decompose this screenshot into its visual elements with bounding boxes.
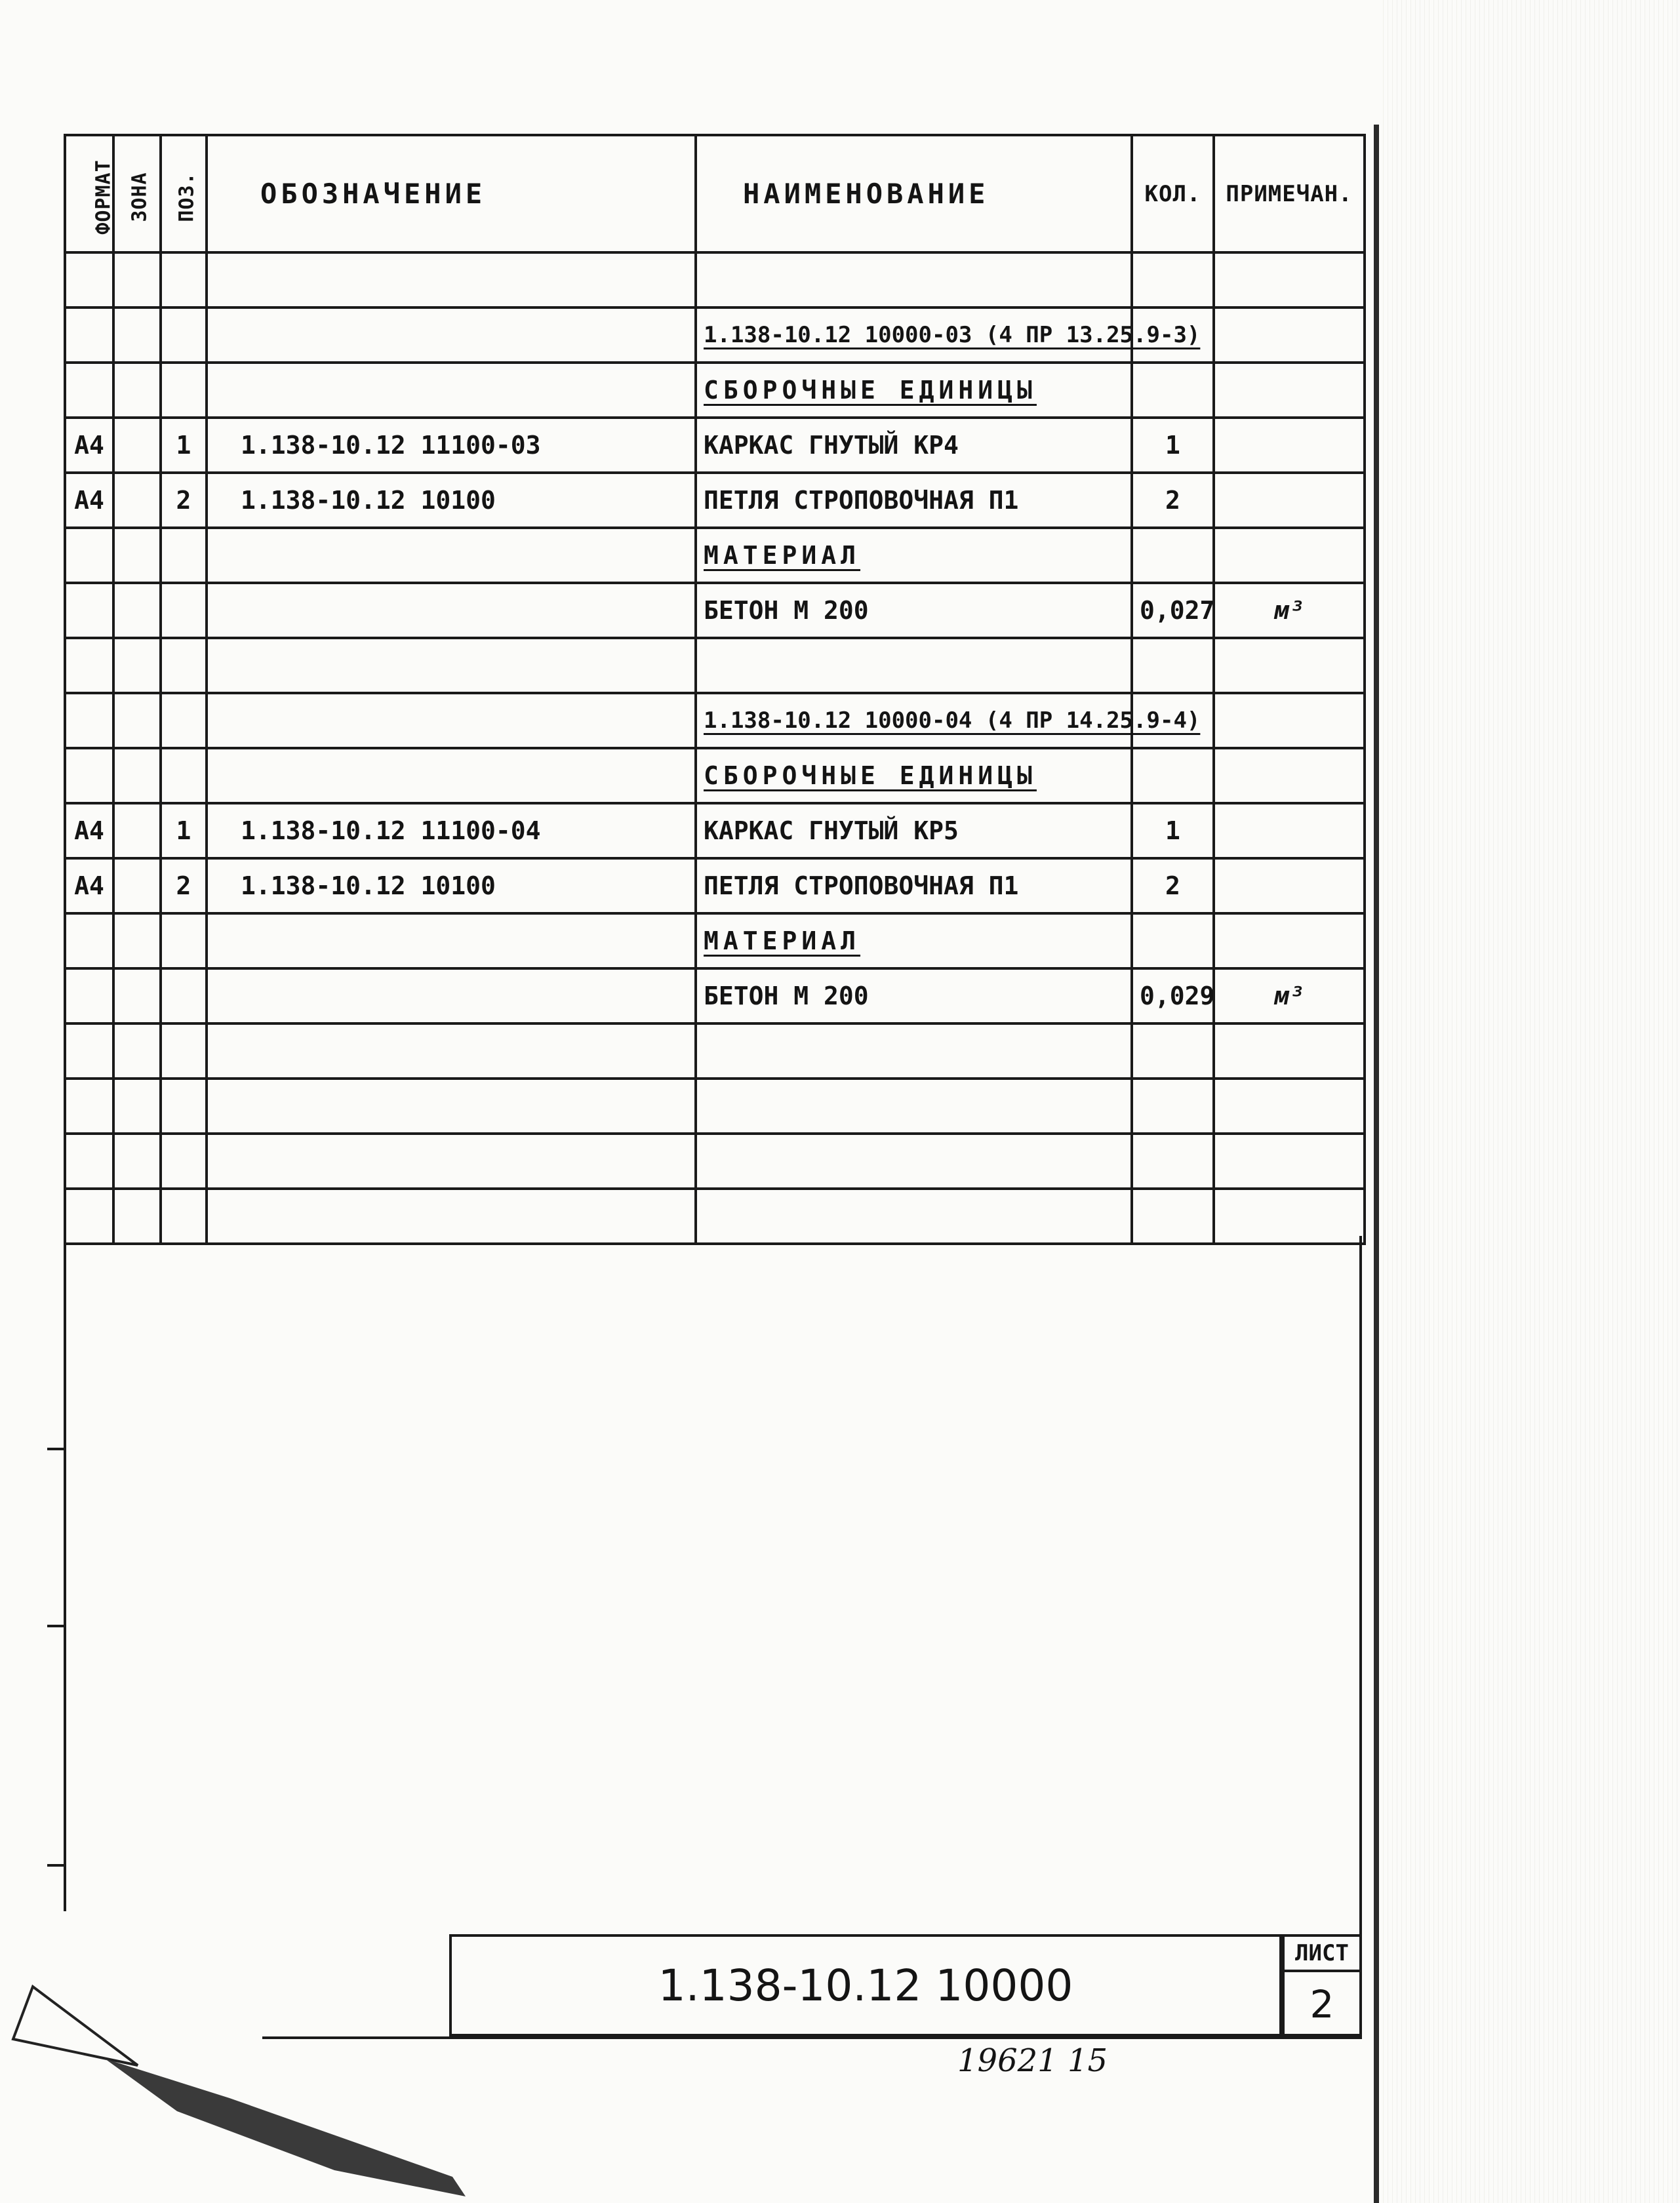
cell-pos: [161, 748, 207, 803]
cell-note: [1214, 858, 1365, 913]
cell-note: [1214, 638, 1365, 693]
cell-pos: [161, 308, 207, 363]
table-row: [65, 968, 1365, 1023]
cell-zone: [113, 1023, 161, 1079]
cell-format: [65, 308, 113, 363]
cell-designation: [207, 693, 696, 748]
table-row: [65, 308, 1365, 363]
cell-qty: 2: [1132, 858, 1214, 913]
right-frame-line: [1359, 1236, 1362, 2039]
cell-note: [1214, 252, 1365, 308]
cell-designation: [207, 1134, 696, 1189]
cell-zone: [113, 968, 161, 1023]
cell-pos: [161, 638, 207, 693]
cell-qty: 0,029: [1132, 968, 1214, 1023]
cell-format: А4: [65, 858, 113, 913]
cell-name: [696, 1023, 1132, 1079]
cell-name: СБОРОЧНЫЕ ЕДИНИЦЫ: [696, 748, 1132, 803]
cell-note: [1214, 803, 1365, 858]
table-row: [65, 1189, 1365, 1244]
table-row: [65, 638, 1365, 693]
table-row: [65, 693, 1365, 748]
cell-designation: [207, 308, 696, 363]
cell-qty: [1132, 363, 1214, 418]
cell-pos: [161, 693, 207, 748]
document-code: 1.138-10.12 10000: [658, 1960, 1073, 2011]
header-designation: ОБОЗНАЧЕНИЕ: [207, 135, 696, 252]
scan-noise: [1379, 0, 1680, 2203]
sheet-label: ЛИСТ: [1285, 1937, 1359, 1972]
cell-zone: [113, 308, 161, 363]
cell-pos: [161, 968, 207, 1023]
cell-format: [65, 748, 113, 803]
cell-format: [65, 693, 113, 748]
table-row: [65, 858, 1365, 913]
cell-zone: [113, 528, 161, 583]
cell-note: м³: [1214, 968, 1365, 1023]
header-row: [65, 135, 1365, 252]
cell-designation: [207, 968, 696, 1023]
cell-designation: [207, 528, 696, 583]
cell-designation: 1.138-10.12 11100-03: [207, 418, 696, 473]
cell-format: А4: [65, 473, 113, 528]
cell-zone: [113, 913, 161, 968]
cell-note: [1214, 473, 1365, 528]
cell-note: [1214, 913, 1365, 968]
cell-designation: 1.138-10.12 11100-04: [207, 803, 696, 858]
cell-qty: [1132, 1189, 1214, 1244]
cell-name: [696, 1189, 1132, 1244]
cell-zone: [113, 803, 161, 858]
cell-note: м³: [1214, 583, 1365, 638]
header-format: ФОРМАТ: [65, 135, 113, 252]
table-row: [65, 528, 1365, 583]
cell-name: ПЕТЛЯ СТРОПОВОЧНАЯ П1: [696, 473, 1132, 528]
cell-designation: [207, 1023, 696, 1079]
cell-zone: [113, 1189, 161, 1244]
title-block: [449, 1934, 1282, 2036]
cell-pos: [161, 913, 207, 968]
cell-pos: [161, 252, 207, 308]
cell-name: [696, 252, 1132, 308]
cell-qty: 2: [1132, 473, 1214, 528]
table-row: [65, 1023, 1365, 1079]
cell-qty: [1132, 528, 1214, 583]
cell-format: [65, 583, 113, 638]
cell-qty: [1132, 1023, 1214, 1079]
cell-zone: [113, 363, 161, 418]
cell-format: [65, 528, 113, 583]
cell-name: МАТЕРИАЛ: [696, 913, 1132, 968]
cell-designation: 1.138-10.12 10100: [207, 858, 696, 913]
cell-qty: [1132, 638, 1214, 693]
cell-qty: [1132, 748, 1214, 803]
cell-name: КАРКАС ГНУТЫЙ КР5: [696, 803, 1132, 858]
sheet-box: [1282, 1934, 1362, 2036]
cell-note: [1214, 308, 1365, 363]
cell-format: [65, 913, 113, 968]
cell-qty: [1132, 913, 1214, 968]
cell-format: [65, 363, 113, 418]
cell-pos: 2: [161, 473, 207, 528]
cell-zone: [113, 252, 161, 308]
cell-qty: 0,027: [1132, 583, 1214, 638]
cell-qty: 1: [1132, 418, 1214, 473]
cell-qty: 1: [1132, 803, 1214, 858]
cell-pos: 1: [161, 418, 207, 473]
cell-zone: [113, 583, 161, 638]
table-row: [65, 1134, 1365, 1189]
cell-note: [1214, 1134, 1365, 1189]
cell-qty: [1132, 252, 1214, 308]
cell-designation: [207, 748, 696, 803]
cell-format: [65, 1134, 113, 1189]
cell-qty: [1132, 1134, 1214, 1189]
cell-name: СБОРОЧНЫЕ ЕДИНИЦЫ: [696, 363, 1132, 418]
cell-note: [1214, 1023, 1365, 1079]
cell-name: ПЕТЛЯ СТРОПОВОЧНАЯ П1: [696, 858, 1132, 913]
cell-format: [65, 1023, 113, 1079]
cell-designation: [207, 1079, 696, 1134]
cell-zone: [113, 693, 161, 748]
cell-zone: [113, 858, 161, 913]
cell-note: [1214, 1079, 1365, 1134]
cell-designation: [207, 638, 696, 693]
cell-pos: [161, 583, 207, 638]
cell-name: БЕТОН М 200: [696, 968, 1132, 1023]
cell-note: [1214, 1189, 1365, 1244]
header-note: ПРИМЕЧАН.: [1214, 135, 1365, 252]
page-edge: [1374, 125, 1379, 2203]
cell-name: 1.138-10.12 10000-03 (4 ПР 13.25.9-3): [696, 308, 1132, 363]
cell-pos: [161, 363, 207, 418]
table-row: [65, 473, 1365, 528]
margin-tick: [47, 1864, 66, 1867]
cell-note: [1214, 528, 1365, 583]
cell-format: [65, 1079, 113, 1134]
cell-zone: [113, 748, 161, 803]
cell-designation: [207, 913, 696, 968]
table-row: [65, 913, 1365, 968]
inventory-number: 19621 15: [957, 2042, 1108, 2079]
margin-tick: [47, 1448, 66, 1450]
cell-name: [696, 638, 1132, 693]
cell-zone: [113, 1134, 161, 1189]
cell-format: А4: [65, 803, 113, 858]
cell-name: МАТЕРИАЛ: [696, 528, 1132, 583]
sheet-number: 2: [1310, 1982, 1334, 2027]
corner-stamp-mark: [7, 1987, 505, 2203]
cell-designation: [207, 583, 696, 638]
left-frame-line: [64, 1236, 66, 1911]
table-row: [65, 252, 1365, 308]
table-row: [65, 363, 1365, 418]
cell-pos: [161, 1023, 207, 1079]
table-row: [65, 418, 1365, 473]
cell-name: [696, 1134, 1132, 1189]
header-pos: ПОЗ.: [161, 135, 207, 252]
cell-designation: 1.138-10.12 10100: [207, 473, 696, 528]
cell-pos: [161, 1134, 207, 1189]
cell-note: [1214, 418, 1365, 473]
cell-name: 1.138-10.12 10000-04 (4 ПР 14.25.9-4): [696, 693, 1132, 748]
cell-format: [65, 968, 113, 1023]
cell-note: [1214, 748, 1365, 803]
cell-format: [65, 252, 113, 308]
cell-zone: [113, 418, 161, 473]
cell-pos: 2: [161, 858, 207, 913]
cell-note: [1214, 693, 1365, 748]
header-name: НАИМЕНОВАНИЕ: [696, 135, 1132, 252]
cell-name: КАРКАС ГНУТЫЙ КР4: [696, 418, 1132, 473]
cell-zone: [113, 1079, 161, 1134]
margin-tick: [47, 1625, 66, 1627]
table-row: [65, 803, 1365, 858]
cell-designation: [207, 252, 696, 308]
cell-zone: [113, 473, 161, 528]
specification-table: [64, 134, 1366, 1245]
table-row: [65, 1079, 1365, 1134]
cell-name: БЕТОН М 200: [696, 583, 1132, 638]
table-row: [65, 748, 1365, 803]
cell-note: [1214, 363, 1365, 418]
header-zone: ЗОНА: [113, 135, 161, 252]
cell-designation: [207, 1189, 696, 1244]
cell-pos: [161, 1189, 207, 1244]
cell-pos: [161, 1079, 207, 1134]
cell-name: [696, 1079, 1132, 1134]
header-qty: КОЛ.: [1132, 135, 1214, 252]
cell-zone: [113, 638, 161, 693]
cell-format: [65, 638, 113, 693]
cell-pos: 1: [161, 803, 207, 858]
cell-format: А4: [65, 418, 113, 473]
table-row: [65, 583, 1365, 638]
cell-format: [65, 1189, 113, 1244]
cell-designation: [207, 363, 696, 418]
cell-qty: [1132, 1079, 1214, 1134]
cell-pos: [161, 528, 207, 583]
